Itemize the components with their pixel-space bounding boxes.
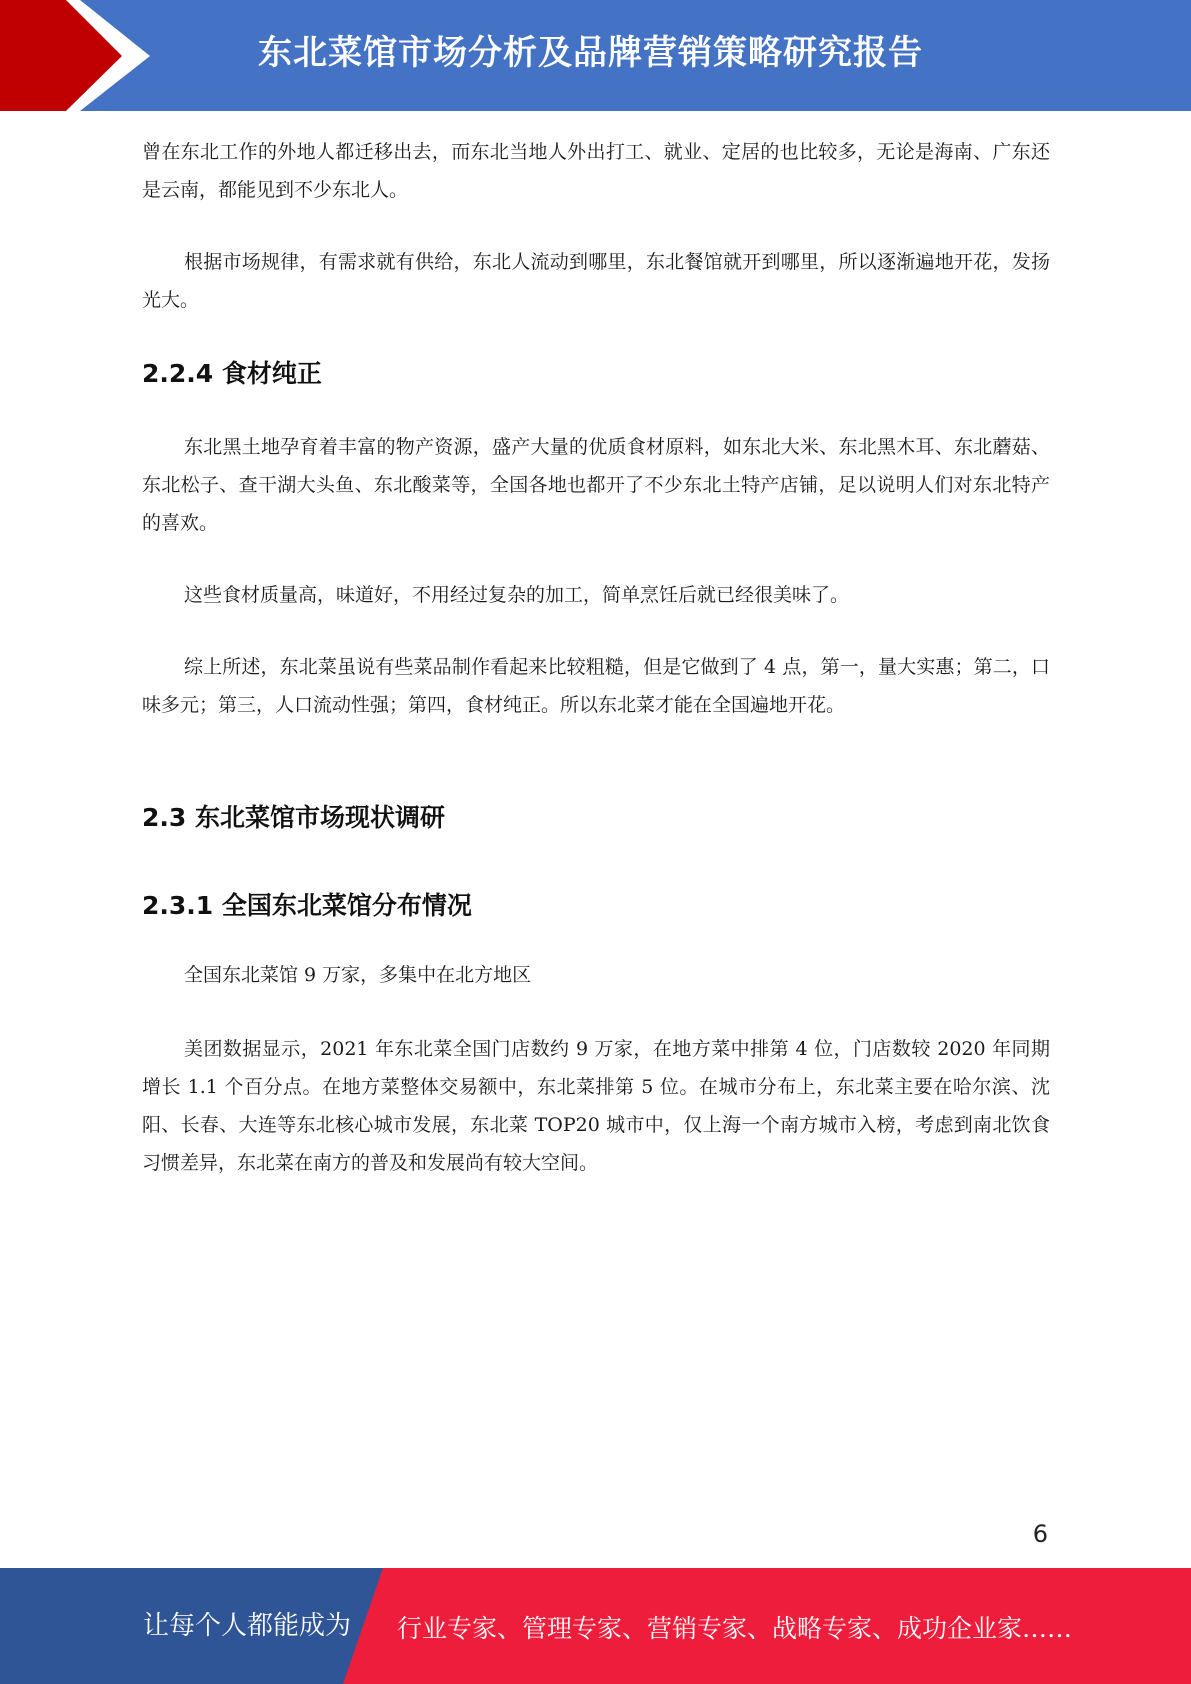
paragraph-store-count: 全国东北菜馆 9 万家，多集中在北方地区 <box>184 964 532 986</box>
page-content <box>142 133 1050 1182</box>
heading-2-3-1: 2.3.1 全国东北菜馆分布情况 <box>142 891 472 920</box>
footer-banner <box>0 1568 1191 1684</box>
paragraph-market-rule: 根据市场规律，有需求就有供给，东北人流动到哪里，东北餐馆就开到哪里，所以逐渐遍地开花，发扬光大。 <box>142 251 1050 311</box>
paragraph-meituan-data: 美团数据显示，2021 年东北菜全国门店数约 9 万家，在地方菜中排第 4 位，门店数较 2020 年同期增长 1.1 个百分点。在地方菜整体交易额中，东北菜排第 5 位。在城市分布上，东北菜主要在哈尔滨、沈阳、长春、大连等东北核心城市发展，东北菜 TOP20 城市中，仅上海一个南方城市入榜，考虑到南北饮食习惯差异，东北菜在南方的普及和发展尚有较大空间。 <box>142 1038 1050 1174</box>
heading-2-3: 2.3 东北菜馆市场现状调研 <box>142 803 445 832</box>
page-number: 6 <box>1032 1520 1048 1548</box>
footer-slogan-right: 行业专家、管理专家、营销专家、战略专家、成功企业家…… <box>397 1614 1073 1643</box>
paragraph-migration: 曾在东北工作的外地人都迁移出去，而东北当地人外出打工、就业、定居的也比较多，无论是海南、广东还是云南，都能见到不少东北人。 <box>142 141 1050 201</box>
report-title: 东北菜馆市场分析及品牌营销策略研究报告 <box>258 33 923 73</box>
header-arrow-decoration <box>0 0 160 111</box>
paragraph-ingredient-quality: 这些食材质量高，味道好，不用经过复杂的加工，简单烹饪后就已经很美味了。 <box>184 584 850 606</box>
heading-2-2-4: 2.2.4 食材纯正 <box>142 359 322 388</box>
paragraph-summary: 综上所述，东北菜虽说有些菜品制作看起来比较粗糙，但是它做到了 4 点，第一，量大实惠；第二，口味多元；第三，人口流动性强；第四，食材纯正。所以东北菜才能在全国遍地开花。 <box>142 656 1050 716</box>
paragraph-ingredients: 东北黑土地孕育着丰富的物产资源，盛产大量的优质食材原料，如东北大米、东北黑木耳、东北蘑菇、东北松子、查干湖大头鱼、东北酸菜等，全国各地也都开了不少东北土特产店铺，足以说明人们对东北特产的喜欢。 <box>142 436 1050 534</box>
footer-slogan-left: 让每个人都能成为 <box>143 1611 352 1641</box>
header-banner <box>0 0 1191 111</box>
